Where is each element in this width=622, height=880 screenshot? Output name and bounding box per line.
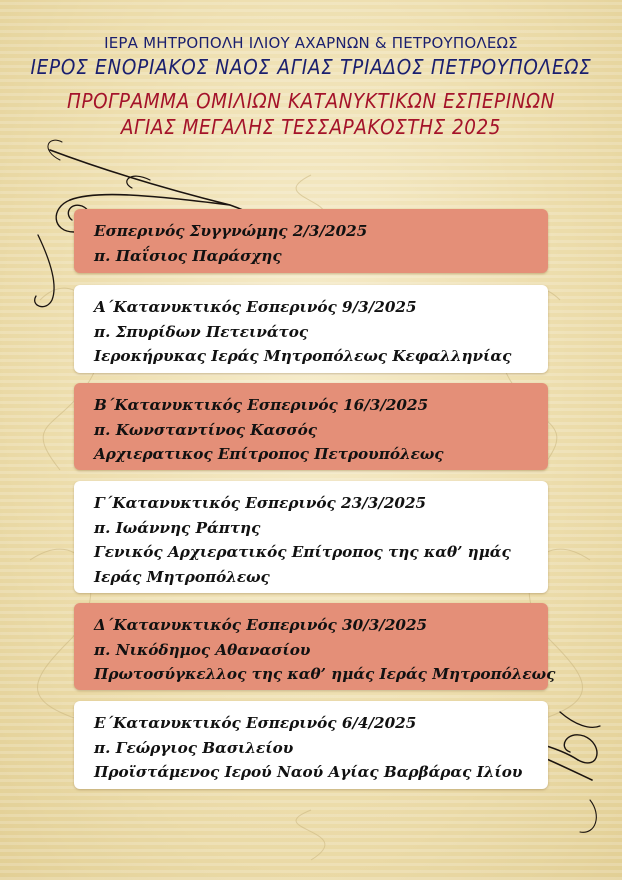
event-speaker-role: Γενικός Αρχιερατικός Επίτροπος της καθ’ ημάς [94,543,511,561]
event-title: Β΄Κατανυκτικός Εσπερινός 16/3/2025 [94,396,429,414]
program-title: ΠΡΟΓΡΑΜΜΑ ΟΜΙΛΙΩΝ ΚΑΤΑΝΥΚΤΙΚΩΝ ΕΣΠΕΡΙΝΩΝ [67,89,555,113]
event-speaker-role: Πρωτοσύγκελλος της καθ’ ημάς Ιεράς Μητροπόλεως [94,665,556,683]
event-title: Δ΄Κατανυκτικός Εσπερινός 30/3/2025 [94,616,428,634]
event-speaker: π. Κωνσταντίνος Κασσός [94,420,317,439]
event-card-forgiveness-vespers [74,209,548,273]
document-header [0,30,622,139]
event-card-vespers-c [74,481,548,593]
event-speaker: π. Σπυρίδων Πετεινάτος [94,322,309,341]
event-speaker: π. Γεώργιος Βασιλείου [94,738,294,757]
event-title: Α΄Κατανυκτικός Εσπερινός 9/3/2025 [94,298,417,316]
event-speaker-role: Ιεροκήρυκας Ιεράς Μητροπόλεως Κεφαλληνίας [94,347,512,365]
event-speaker: π. Παΐσιος Παράσχης [94,246,282,265]
event-speaker-role: Αρχιερατικος Επίτροπος Πετρουπόλεως [94,445,444,463]
event-title: Ε΄Κατανυκτικός Εσπερινός 6/4/2025 [94,714,417,732]
metropolis-title: ΙΕΡΑ ΜΗΤΡΟΠΟΛΗ ΙΛΙΟΥ ΑΧΑΡΝΩΝ & ΠΕΤΡΟΥΠΟΛΕΩΣ [104,34,518,52]
event-card-vespers-e [74,701,548,789]
event-card-vespers-b [74,383,548,470]
event-card-vespers-d [74,603,556,690]
event-speaker-role: Προϊστάμενος Ιερού Ναού Αγίας Βαρβάρας Ιλίου [94,763,523,781]
event-title: Εσπερινός Συγγνώμης 2/3/2025 [94,222,368,240]
program-subtitle: ΑΓΙΑΣ ΜΕΓΑΛΗΣ ΤΕΣΣΑΡΑΚΟΣΤΗΣ 2025 [120,115,502,139]
event-speaker-role-continued: Ιεράς Μητροπόλεως [94,567,270,586]
parish-title: ΙΕΡΟΣ ΕΝΟΡΙΑΚΟΣ ΝΑΟΣ ΑΓΙΑΣ ΤΡΙΑΔΟΣ ΠΕΤΡΟΥΠΟΛΕΩΣ [30,55,592,79]
event-card-vespers-a [74,285,548,373]
event-speaker: π. Ιωάννης Ράπτης [94,518,261,537]
event-title: Γ΄Κατανυκτικός Εσπερινός 23/3/2025 [94,494,427,512]
event-speaker: π. Νικόδημος Αθανασίου [94,640,311,659]
